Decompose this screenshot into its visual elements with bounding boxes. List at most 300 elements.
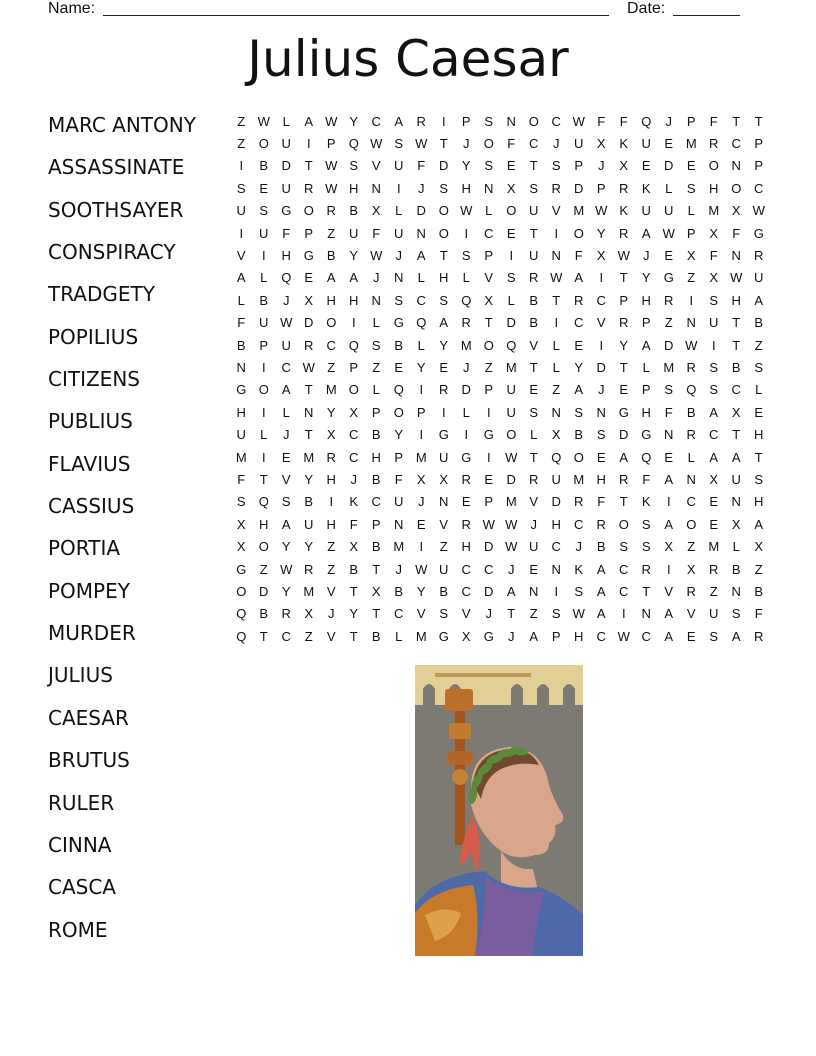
grid-letter[interactable]: T (732, 337, 741, 353)
grid-letter[interactable]: H (641, 404, 651, 420)
grid-letter[interactable]: E (529, 382, 539, 398)
grid-letter[interactable]: R (326, 203, 336, 219)
grid-letter[interactable]: W (505, 449, 518, 465)
grid-letter[interactable]: I (351, 315, 356, 331)
grid-letter[interactable]: U (394, 494, 404, 510)
grid-letter[interactable]: H (371, 449, 381, 465)
grid-letter[interactable]: M (415, 628, 427, 644)
grid-letter[interactable]: L (665, 180, 673, 196)
grid-letter[interactable]: A (709, 449, 719, 465)
grid-letter[interactable]: Z (484, 359, 493, 375)
grid-letter[interactable]: J (598, 382, 605, 398)
grid-letter[interactable]: W (482, 516, 495, 532)
grid-letter[interactable]: Y (439, 337, 449, 353)
grid-letter[interactable]: R (416, 113, 426, 129)
grid-letter[interactable]: F (237, 315, 246, 331)
grid-letter[interactable]: A (416, 248, 426, 264)
grid-letter[interactable]: F (597, 494, 606, 510)
grid-letter[interactable]: P (619, 292, 629, 308)
grid-letter[interactable]: T (439, 136, 448, 152)
grid-letter[interactable]: F (709, 248, 718, 264)
grid-letter[interactable]: I (666, 494, 671, 510)
grid-letter[interactable]: C (461, 583, 471, 599)
grid-letter[interactable]: U (394, 158, 404, 174)
grid-letter[interactable]: E (686, 628, 696, 644)
grid-letter[interactable]: G (618, 404, 629, 420)
grid-letter[interactable]: U (506, 404, 516, 420)
grid-letter[interactable]: J (463, 136, 470, 152)
grid-letter[interactable]: J (395, 248, 402, 264)
grid-letter[interactable]: E (664, 449, 674, 465)
grid-letter[interactable]: M (663, 359, 675, 375)
grid-letter[interactable]: N (596, 404, 606, 420)
grid-letter[interactable]: H (349, 292, 359, 308)
grid-letter[interactable]: F (709, 113, 718, 129)
grid-letter[interactable]: N (439, 494, 449, 510)
grid-letter[interactable]: X (506, 180, 516, 196)
grid-letter[interactable]: E (619, 382, 629, 398)
grid-letter[interactable]: C (326, 337, 336, 353)
grid-letter[interactable]: E (709, 494, 719, 510)
grid-letter[interactable]: A (709, 404, 719, 420)
grid-letter[interactable]: C (371, 494, 381, 510)
grid-letter[interactable]: E (529, 561, 539, 577)
grid-letter[interactable]: C (686, 494, 696, 510)
grid-letter[interactable]: J (575, 539, 582, 555)
grid-letter[interactable]: Z (687, 539, 696, 555)
grid-letter[interactable]: W (415, 561, 428, 577)
grid-letter[interactable]: I (486, 449, 491, 465)
grid-letter[interactable]: S (574, 404, 584, 420)
grid-letter[interactable]: D (281, 158, 291, 174)
grid-letter[interactable]: Y (574, 359, 584, 375)
grid-letter[interactable]: N (371, 292, 381, 308)
grid-letter[interactable]: B (371, 628, 381, 644)
grid-letter[interactable]: T (304, 427, 313, 443)
grid-letter[interactable]: E (506, 158, 516, 174)
grid-letter[interactable]: Q (686, 382, 697, 398)
grid-letter[interactable]: X (326, 427, 336, 443)
grid-letter[interactable]: S (574, 583, 584, 599)
grid-letter[interactable]: P (371, 404, 381, 420)
grid-letter[interactable]: M (505, 359, 517, 375)
grid-letter[interactable]: B (574, 427, 584, 443)
grid-letter[interactable]: T (529, 225, 538, 241)
grid-letter[interactable]: F (664, 404, 673, 420)
grid-letter[interactable]: X (461, 628, 471, 644)
grid-letter[interactable]: R (686, 359, 696, 375)
grid-letter[interactable]: Y (304, 471, 314, 487)
grid-letter[interactable]: A (596, 606, 606, 622)
grid-letter[interactable]: S (731, 606, 741, 622)
grid-letter[interactable]: D (304, 315, 314, 331)
grid-letter[interactable]: E (686, 158, 696, 174)
grid-letter[interactable]: B (686, 404, 696, 420)
grid-letter[interactable]: F (417, 158, 426, 174)
grid-letter[interactable]: X (619, 158, 629, 174)
grid-letter[interactable]: B (596, 539, 606, 555)
grid-letter[interactable]: A (529, 628, 539, 644)
grid-letter[interactable]: C (619, 583, 629, 599)
grid-letter[interactable]: J (463, 359, 470, 375)
grid-letter[interactable]: O (506, 427, 517, 443)
grid-letter[interactable]: Q (236, 606, 247, 622)
grid-letter[interactable]: A (596, 583, 606, 599)
grid-letter[interactable]: I (666, 561, 671, 577)
grid-letter[interactable]: T (372, 561, 381, 577)
grid-letter[interactable]: M (685, 136, 697, 152)
grid-letter[interactable]: T (372, 606, 381, 622)
grid-letter[interactable]: N (686, 315, 696, 331)
grid-letter[interactable]: P (371, 516, 381, 532)
grid-letter[interactable]: X (371, 583, 381, 599)
grid-letter[interactable]: P (484, 494, 494, 510)
grid-letter[interactable]: A (236, 270, 246, 286)
grid-letter[interactable]: F (619, 113, 628, 129)
grid-letter[interactable]: S (709, 292, 719, 308)
grid-letter[interactable]: I (599, 270, 604, 286)
grid-letter[interactable]: H (349, 180, 359, 196)
grid-letter[interactable]: X (439, 471, 449, 487)
grid-letter[interactable]: X (349, 404, 359, 420)
grid-letter[interactable]: O (686, 516, 697, 532)
grid-letter[interactable]: C (416, 292, 426, 308)
grid-letter[interactable]: N (731, 158, 741, 174)
grid-letter[interactable]: O (438, 203, 449, 219)
grid-letter[interactable]: Y (326, 404, 336, 420)
grid-letter[interactable]: T (529, 449, 538, 465)
grid-letter[interactable]: L (755, 382, 763, 398)
grid-letter[interactable]: F (349, 516, 358, 532)
grid-letter[interactable]: J (328, 606, 335, 622)
grid-letter[interactable]: M (460, 337, 472, 353)
grid-letter[interactable]: U (551, 471, 561, 487)
grid-letter[interactable]: S (371, 337, 381, 353)
grid-letter[interactable]: A (641, 225, 651, 241)
grid-letter[interactable]: W (325, 113, 338, 129)
grid-letter[interactable]: A (281, 516, 291, 532)
grid-letter[interactable]: I (554, 225, 559, 241)
grid-letter[interactable]: Z (754, 561, 763, 577)
grid-letter[interactable]: A (664, 516, 674, 532)
grid-letter[interactable]: U (529, 248, 539, 264)
grid-letter[interactable]: E (506, 225, 516, 241)
grid-letter[interactable]: J (553, 136, 560, 152)
grid-letter[interactable]: L (260, 270, 268, 286)
grid-letter[interactable]: X (709, 270, 719, 286)
grid-letter[interactable]: L (485, 203, 493, 219)
grid-letter[interactable]: W (662, 225, 675, 241)
grid-letter[interactable]: I (261, 449, 266, 465)
grid-letter[interactable]: O (303, 203, 314, 219)
grid-letter[interactable]: G (281, 203, 292, 219)
grid-letter[interactable]: X (709, 225, 719, 241)
grid-letter[interactable]: U (259, 315, 269, 331)
grid-letter[interactable]: K (574, 561, 584, 577)
grid-letter[interactable]: O (258, 382, 269, 398)
grid-letter[interactable]: C (281, 628, 291, 644)
grid-letter[interactable]: I (554, 315, 559, 331)
grid-letter[interactable]: O (573, 449, 584, 465)
grid-letter[interactable]: D (439, 158, 449, 174)
grid-letter[interactable]: R (439, 382, 449, 398)
grid-letter[interactable]: W (280, 315, 293, 331)
grid-letter[interactable]: P (551, 628, 561, 644)
grid-letter[interactable]: L (372, 382, 380, 398)
grid-letter[interactable]: C (551, 113, 561, 129)
grid-letter[interactable]: D (596, 359, 606, 375)
grid-letter[interactable]: C (754, 180, 764, 196)
grid-letter[interactable]: T (259, 628, 268, 644)
grid-letter[interactable]: J (643, 248, 650, 264)
grid-letter[interactable]: H (259, 516, 269, 532)
grid-letter[interactable]: O (618, 516, 629, 532)
grid-letter[interactable]: R (461, 315, 471, 331)
grid-letter[interactable]: T (552, 292, 561, 308)
grid-letter[interactable]: J (530, 516, 537, 532)
grid-letter[interactable]: B (754, 583, 764, 599)
grid-letter[interactable]: R (619, 315, 629, 331)
grid-letter[interactable]: J (665, 113, 672, 129)
grid-letter[interactable]: T (529, 158, 538, 174)
grid-letter[interactable]: S (596, 427, 606, 443)
grid-letter[interactable]: S (461, 248, 471, 264)
grid-letter[interactable]: D (619, 427, 629, 443)
grid-letter[interactable]: F (237, 471, 246, 487)
grid-letter[interactable]: B (259, 158, 269, 174)
grid-letter[interactable]: Q (236, 628, 247, 644)
grid-letter[interactable]: D (574, 180, 584, 196)
grid-letter[interactable]: M (303, 583, 315, 599)
grid-letter[interactable]: H (731, 292, 741, 308)
grid-letter[interactable]: U (529, 539, 539, 555)
grid-letter[interactable]: W (595, 203, 608, 219)
grid-letter[interactable]: Y (641, 270, 651, 286)
grid-letter[interactable]: P (461, 113, 471, 129)
grid-letter[interactable]: W (505, 516, 518, 532)
grid-letter[interactable]: M (325, 382, 337, 398)
grid-letter[interactable]: L (732, 539, 740, 555)
grid-letter[interactable]: U (529, 203, 539, 219)
grid-letter[interactable]: N (394, 516, 404, 532)
grid-letter[interactable]: H (281, 248, 291, 264)
grid-letter[interactable]: I (306, 136, 311, 152)
grid-letter[interactable]: D (484, 583, 494, 599)
grid-letter[interactable]: O (483, 337, 494, 353)
grid-letter[interactable]: Y (349, 113, 359, 129)
grid-letter[interactable]: N (664, 427, 674, 443)
grid-letter[interactable]: L (417, 270, 425, 286)
grid-letter[interactable]: J (598, 158, 605, 174)
grid-letter[interactable]: I (554, 583, 559, 599)
grid-letter[interactable]: B (259, 292, 269, 308)
grid-letter[interactable]: J (508, 628, 515, 644)
grid-letter[interactable]: U (281, 337, 291, 353)
grid-letter[interactable]: U (439, 561, 449, 577)
grid-letter[interactable]: Y (304, 539, 314, 555)
grid-letter[interactable]: H (461, 180, 471, 196)
grid-letter[interactable]: L (462, 270, 470, 286)
grid-letter[interactable]: R (529, 270, 539, 286)
grid-letter[interactable]: B (371, 539, 381, 555)
grid-letter[interactable]: E (596, 449, 606, 465)
grid-letter[interactable]: O (438, 225, 449, 241)
grid-letter[interactable]: H (754, 427, 764, 443)
grid-letter[interactable]: I (509, 248, 514, 264)
grid-letter[interactable]: E (484, 471, 494, 487)
grid-letter[interactable]: C (574, 516, 584, 532)
grid-letter[interactable]: J (283, 427, 290, 443)
grid-letter[interactable]: O (506, 203, 517, 219)
grid-letter[interactable]: U (506, 382, 516, 398)
grid-letter[interactable]: T (259, 471, 268, 487)
grid-letter[interactable]: L (687, 449, 695, 465)
grid-letter[interactable]: U (641, 136, 651, 152)
grid-letter[interactable]: G (393, 315, 404, 331)
grid-letter[interactable]: U (236, 427, 246, 443)
grid-letter[interactable]: A (506, 583, 516, 599)
grid-letter[interactable]: O (483, 136, 494, 152)
grid-letter[interactable]: W (730, 270, 743, 286)
grid-letter[interactable]: S (506, 270, 516, 286)
grid-letter[interactable]: R (304, 561, 314, 577)
grid-letter[interactable]: B (754, 315, 764, 331)
grid-letter[interactable]: B (439, 583, 449, 599)
grid-letter[interactable]: C (731, 136, 741, 152)
grid-letter[interactable]: N (731, 583, 741, 599)
grid-letter[interactable]: R (574, 292, 584, 308)
grid-letter[interactable]: S (551, 606, 561, 622)
grid-letter[interactable]: T (484, 315, 493, 331)
grid-letter[interactable]: I (621, 606, 626, 622)
grid-letter[interactable]: B (259, 606, 269, 622)
grid-letter[interactable]: O (573, 225, 584, 241)
grid-letter[interactable]: J (418, 494, 425, 510)
grid-letter[interactable]: O (708, 158, 719, 174)
grid-letter[interactable]: F (394, 471, 403, 487)
grid-letter[interactable]: H (754, 494, 764, 510)
grid-letter[interactable]: B (731, 561, 741, 577)
grid-letter[interactable]: N (551, 248, 561, 264)
grid-letter[interactable]: B (371, 427, 381, 443)
grid-letter[interactable]: E (461, 494, 471, 510)
grid-letter[interactable]: K (641, 180, 651, 196)
grid-letter[interactable]: L (507, 292, 515, 308)
grid-letter[interactable]: V (416, 606, 426, 622)
grid-letter[interactable]: B (236, 337, 246, 353)
grid-letter[interactable]: G (236, 382, 247, 398)
grid-letter[interactable]: X (236, 516, 246, 532)
grid-letter[interactable]: X (304, 606, 314, 622)
grid-letter[interactable]: B (529, 315, 539, 331)
grid-letter[interactable]: C (641, 628, 651, 644)
grid-letter[interactable]: R (619, 225, 629, 241)
grid-letter[interactable]: Q (551, 449, 562, 465)
grid-letter[interactable]: L (395, 203, 403, 219)
grid-letter[interactable]: C (596, 292, 606, 308)
grid-letter[interactable]: Z (327, 539, 336, 555)
date-field[interactable] (673, 0, 740, 16)
grid-letter[interactable]: G (663, 270, 674, 286)
grid-letter[interactable]: V (371, 158, 381, 174)
grid-letter[interactable]: P (304, 225, 314, 241)
grid-letter[interactable]: X (709, 471, 719, 487)
grid-letter[interactable]: S (394, 136, 404, 152)
grid-letter[interactable]: U (731, 471, 741, 487)
grid-letter[interactable]: V (529, 494, 539, 510)
grid-letter[interactable]: P (754, 158, 764, 174)
grid-letter[interactable]: G (483, 628, 494, 644)
grid-letter[interactable]: R (754, 628, 764, 644)
grid-letter[interactable]: H (551, 516, 561, 532)
grid-letter[interactable]: L (372, 315, 380, 331)
grid-letter[interactable]: S (641, 539, 651, 555)
grid-letter[interactable]: S (641, 516, 651, 532)
grid-letter[interactable]: R (461, 471, 471, 487)
grid-letter[interactable]: W (617, 248, 630, 264)
grid-letter[interactable]: D (506, 315, 516, 331)
grid-letter[interactable]: O (348, 382, 359, 398)
grid-letter[interactable]: C (349, 449, 359, 465)
grid-letter[interactable]: E (664, 136, 674, 152)
grid-letter[interactable]: S (551, 158, 561, 174)
grid-letter[interactable]: J (508, 561, 515, 577)
grid-letter[interactable]: Y (416, 359, 426, 375)
grid-letter[interactable]: J (350, 471, 357, 487)
grid-letter[interactable]: Q (461, 292, 472, 308)
grid-letter[interactable]: W (505, 539, 518, 555)
grid-letter[interactable]: H (574, 628, 584, 644)
grid-letter[interactable]: P (641, 382, 651, 398)
grid-letter[interactable]: I (261, 359, 266, 375)
grid-letter[interactable]: U (349, 225, 359, 241)
grid-letter[interactable]: T (507, 606, 516, 622)
grid-letter[interactable]: S (709, 628, 719, 644)
grid-letter[interactable]: A (664, 628, 674, 644)
grid-letter[interactable]: A (574, 270, 584, 286)
grid-letter[interactable]: K (619, 203, 629, 219)
grid-letter[interactable]: C (574, 315, 584, 331)
grid-letter[interactable]: H (326, 471, 336, 487)
grid-letter[interactable]: Y (281, 583, 291, 599)
grid-letter[interactable]: I (329, 494, 334, 510)
grid-letter[interactable]: M (573, 203, 585, 219)
grid-letter[interactable]: S (754, 471, 764, 487)
grid-letter[interactable]: V (326, 628, 336, 644)
grid-letter[interactable]: F (507, 136, 516, 152)
grid-letter[interactable]: R (754, 248, 764, 264)
grid-letter[interactable]: P (326, 136, 336, 152)
grid-letter[interactable]: C (371, 113, 381, 129)
grid-letter[interactable]: N (371, 180, 381, 196)
grid-letter[interactable]: X (596, 248, 606, 264)
grid-letter[interactable]: U (709, 606, 719, 622)
grid-letter[interactable]: P (259, 337, 269, 353)
grid-letter[interactable]: I (419, 382, 424, 398)
grid-letter[interactable]: Z (327, 359, 336, 375)
grid-letter[interactable]: H (439, 270, 449, 286)
grid-letter[interactable]: P (686, 113, 696, 129)
grid-letter[interactable]: S (686, 180, 696, 196)
grid-letter[interactable]: Y (596, 225, 606, 241)
grid-letter[interactable]: H (641, 292, 651, 308)
grid-letter[interactable]: L (642, 359, 650, 375)
grid-letter[interactable]: E (281, 449, 291, 465)
grid-letter[interactable]: Z (259, 561, 268, 577)
grid-letter[interactable]: R (574, 494, 584, 510)
grid-letter[interactable]: A (596, 561, 606, 577)
grid-letter[interactable]: S (529, 404, 539, 420)
